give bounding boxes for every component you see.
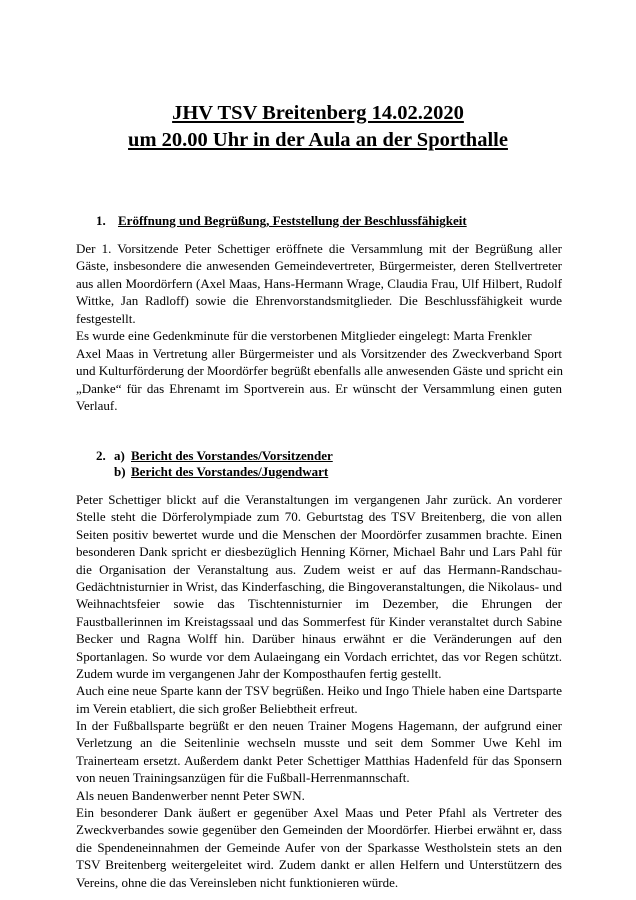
paragraph-line: „Danke“ für das Ehrenamt im Sportverein aus. Er wünscht der Versammlung einen guten bbox=[76, 380, 562, 396]
section-1-heading bbox=[96, 213, 467, 229]
paragraph-line: aus allen Moordörfern (Axel Maas, Hans-Hermann Wrage, Claudia Frau, Ulf Hilbert, Rudolf bbox=[76, 275, 562, 291]
paragraph-line: Seiten positiv bewertet wurde und die Menschen der Moordörfer zusammen brachte. Einen bbox=[76, 526, 562, 542]
paragraph-line: Verletzung an die Seitenlinie wechseln musste und seit dem Sommer Uwe Kehl im bbox=[76, 735, 562, 751]
section-1-title: Eröffnung und Begrüßung, Feststellung der Beschlussfähigkeit bbox=[118, 213, 467, 228]
paragraph-line: Wittke, Jan Radloff) sowie die Ehrenvorstandsmitglieder. Die Beschlussfähigkeit wurde bbox=[76, 293, 562, 309]
paragraph-line: Stelle steht die Dörferolympiade zum 70. Geburtstag des TSV Breitenberg, die von allen bbox=[76, 509, 562, 525]
section-2-sub-a-title: Bericht des Vorstandes/Vorsitzender bbox=[131, 448, 333, 463]
paragraph-line: Becker und Ragna Wolff hin. Darüber hinaus erwähnt er die Veränderungen auf den bbox=[76, 631, 562, 647]
paragraph-line: Trainerteam ersetzt. Außerdem dankt Peter Schettiger Matthias Hadenfeld für das Sponsern bbox=[76, 752, 562, 768]
paragraph-line: Es wurde eine Gedenkminute für die verstorbenen Mitglieder eingelegt: Marta Frenkler bbox=[76, 327, 532, 343]
paragraph-line: im Verein etabliert, die sich großer Beliebtheit erfreut. bbox=[76, 700, 358, 716]
section-2-sub-b-label: b) bbox=[114, 464, 126, 479]
section-1-number: 1. bbox=[96, 213, 106, 228]
section-2-number: 2. bbox=[96, 448, 106, 463]
paragraph-line: Der 1. Vorsitzende Peter Schettiger eröffnete die Versammlung mit der Begrüßung aller bbox=[76, 241, 562, 256]
paragraph-line: Gedächtnisturnier in Wrist, das Kinderfasching, die Bingoveranstaltungen, die Nikolaus- und bbox=[76, 578, 562, 594]
section-2-heading-a bbox=[96, 448, 333, 464]
paragraph-line: Ein besonderer Dank äußert er gegenüber Axel Maas und Peter Pfahl als Vertreter des bbox=[76, 805, 562, 821]
paragraph-line: Verlauf. bbox=[76, 398, 118, 414]
paragraph-line: TSV Breitenberg weitergeleitet wird. Zudem dankt er allen Helfern und Unterstützern des bbox=[76, 857, 562, 873]
paragraph-line: Als neuen Bandenwerber nennt Peter SWN. bbox=[76, 787, 305, 803]
section-2-sub-a-label: a) bbox=[114, 448, 125, 463]
paragraph-line: Weihnachtsfeier sowie das Tischtennisturnier im Dezember, die Ehrungen der bbox=[76, 596, 562, 612]
section-2-sub-b-title: Bericht des Vorstandes/Jugendwart bbox=[131, 464, 329, 479]
document-title-line-1: JHV TSV Breitenberg 14.02.2020 bbox=[172, 102, 464, 124]
section-1-paragraph-1 bbox=[76, 240, 562, 344]
paragraph-line: Axel Maas in Vertretung aller Bürgermeister und als Vorsitzender des Zweckverband Sport bbox=[76, 346, 562, 361]
paragraph-line: Gäste, insbesondere die anwesenden Gemeindevertreter, Bürgermeister, deren Stellvertreter bbox=[76, 258, 562, 274]
paragraph-line: besonderen Dank spricht er diesbezüglich Henning Körner, Michael Bahr und Lars Pahl für bbox=[76, 544, 562, 560]
paragraph-line: und Kulturförderung der Moordörfer begrüßt ebenfalls alle anwesenden Gäste und spricht ein bbox=[76, 363, 563, 379]
section-1-paragraph-2 bbox=[76, 345, 562, 415]
paragraph-line: die Organisation der Veranstaltung aus. Zudem weist er auf das Hermann-Randschau- bbox=[76, 561, 562, 577]
paragraph-line: Auch eine neue Sparte kann der TSV begrüßen. Heiko und Ingo Thiele haben eine Dartsparte bbox=[76, 683, 562, 699]
section-2-heading-b bbox=[114, 464, 328, 480]
paragraph-line: Zweckverbandes sowie gegenüber den Gemeinden der Moordörfer. Hierbei erwähnt er, dass bbox=[76, 822, 562, 838]
paragraph-line: Zudem wurde im vergangenen Jahr der Komposthaufen fertig gestellt. bbox=[76, 665, 442, 681]
section-2-paragraph bbox=[76, 491, 562, 891]
paragraph-line: Peter Schettiger blickt auf die Veranstaltungen im vergangenen Jahr zurück. An vorderer bbox=[76, 492, 562, 507]
paragraph-line: die Spendeneinnahmen der Gemeinde Aufer von der Sparkasse Westholstein stets an den bbox=[76, 839, 562, 855]
paragraph-line: In der Fußballsparte begrüßt er den neuen Trainer Mogens Hagemann, der aufgrund einer bbox=[76, 718, 562, 734]
paragraph-line: Faustballerinnen im Kreistagssaal und das Sommerfest für Kinder veranstaltet durch Sabine bbox=[76, 613, 562, 629]
paragraph-line: Vereins, ohne die das Vereinsleben nicht funktionieren würde. bbox=[76, 874, 399, 890]
paragraph-line: festgestellt. bbox=[76, 310, 136, 326]
document-title-line-2: um 20.00 Uhr in der Aula an der Sporthalle bbox=[128, 129, 508, 151]
paragraph-line: von neuen Trainingsanzügen für die Fußball-Herrenmannschaft. bbox=[76, 770, 410, 786]
paragraph-line: Sportanlagen. So wurde vor dem Aulaeingang ein Vordach errichtet, das vor Regen schützt. bbox=[76, 648, 562, 664]
